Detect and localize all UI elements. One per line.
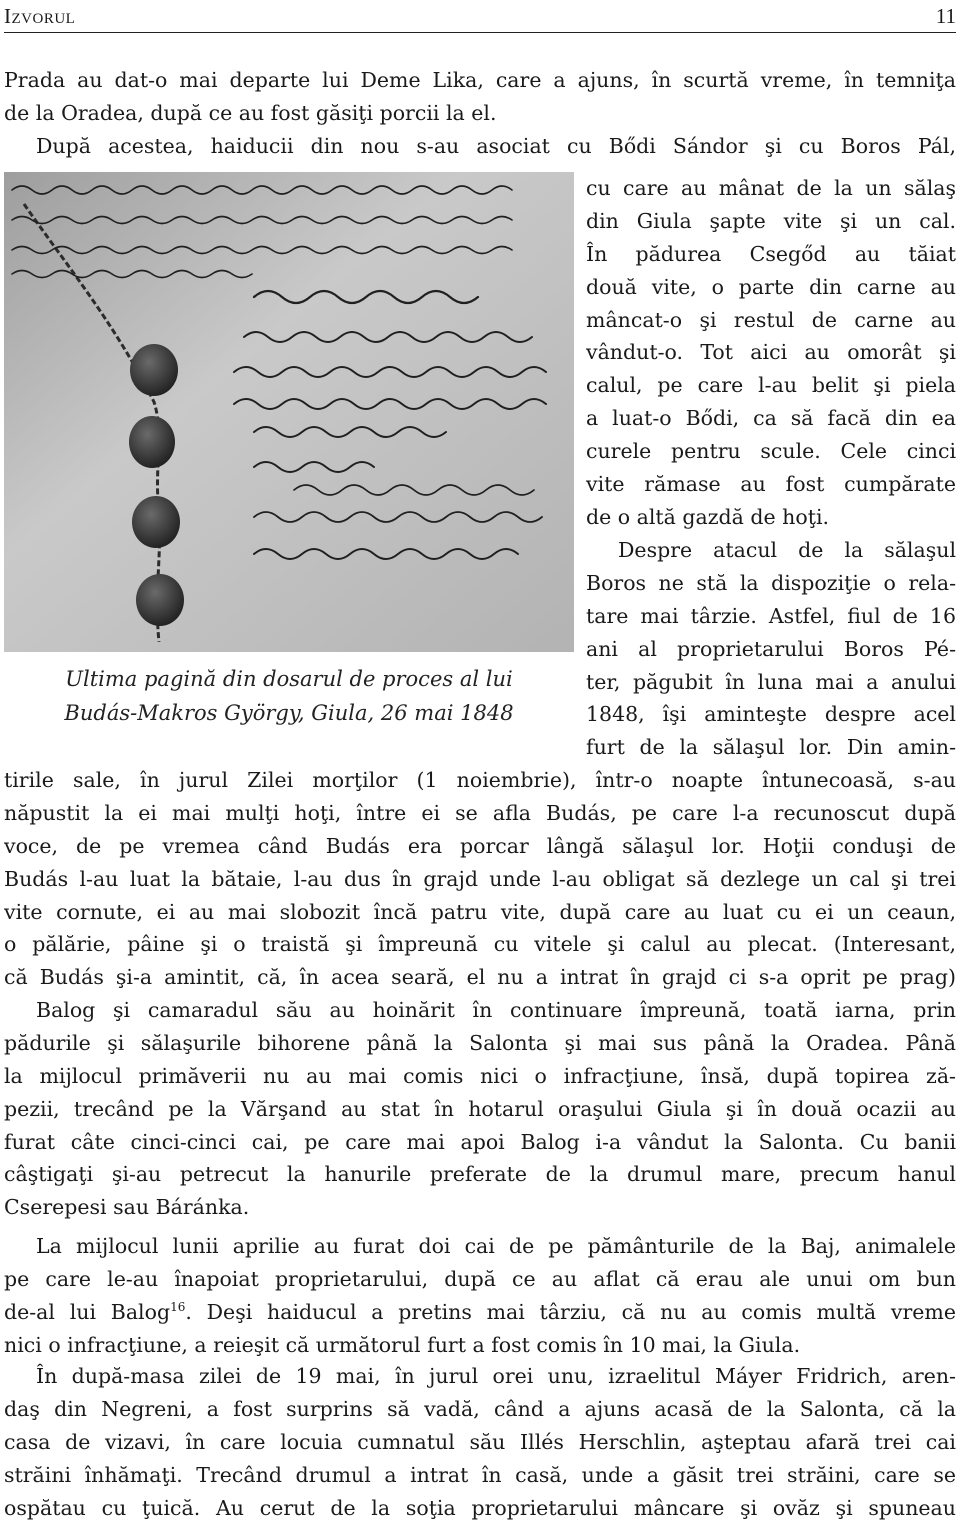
text-line: năpustit la ei mai mulţi hoţi, între ei se afla Budás, pe care l-a recunoscut după: [4, 800, 956, 825]
text-line: mâncat-o şi restul de carne au: [586, 307, 956, 332]
wax-seal: [132, 496, 180, 548]
text-line: În după-masa zilei de 19 mai, în jurul orei unu, izraelitul Máyer Fridrich, aren-: [36, 1364, 956, 1388]
text-line: Boros ne stă la dispoziţie o rela-: [586, 570, 956, 595]
text-line: ani al proprietarului Boros Pé-: [586, 636, 956, 661]
text-line: ospătau cu ţuică. Au cerut de la soţia proprietarului mâncare şi ovăz şi spuneau: [4, 1495, 956, 1520]
text-line: de o altă gazdă de hoţi.: [586, 504, 830, 529]
text-line: la mijlocul primăverii nu au mai comis nici o infracţiune, însă, după topirea ză-: [4, 1063, 956, 1088]
manuscript-image: [4, 172, 574, 652]
figure-caption: [4, 662, 574, 730]
text-line: curele pentru scule. Cele cinci: [586, 439, 956, 464]
journal-title: Izvorul: [4, 4, 76, 28]
text-line: La mijlocul lunii aprilie au furat doi cai de pe pământurile de la Baj, animalele: [36, 1234, 956, 1258]
text-line: a luat-o Bődi, ca să facă din ea: [586, 406, 956, 431]
text-fragment: . Deşi haiducul a pretins mai târziu, că nu au comis multă vreme: [185, 1299, 956, 1324]
text-line-with-footnote: [4, 1296, 956, 1329]
text-line: pădurile şi sălaşurile bihorene până la Salonta şi mai sus până la Oradea. Până: [4, 1030, 956, 1055]
text-line: Prada au dat-o mai departe lui Deme Lika, care a ajuns, în scurtă vreme, în temniţa: [4, 68, 956, 92]
text-line: Budás l-au luat la bătaie, l-au dus în grajd unde l-au obligat să dezlege un cal şi trei: [4, 866, 956, 891]
wax-seal: [136, 574, 184, 626]
page-number: 11: [935, 4, 956, 28]
manuscript-photo: [4, 172, 574, 652]
text-line: furt de la sălaşul lor. Din amin-: [586, 735, 956, 760]
text-line: din Giula şapte vite şi un cal.: [586, 208, 956, 233]
caption-line: Ultima pagină din dosarul de proces al lui: [65, 667, 513, 691]
text-line: calul, pe care l-au belit şi piela: [586, 373, 956, 398]
text-line: pe care le-au înapoiat proprietarului, după ce au aflat că erau ale unui om bun: [4, 1266, 956, 1291]
footnote-ref[interactable]: 16: [170, 1299, 186, 1314]
text-line: străini înhămaţi. Trecând drumul a intrat în casă, unde a găsit trei străini, care se: [4, 1462, 956, 1487]
text-line: că Budás şi-a amintit, că, în acea seară, el nu a intrat în grajd ci s-a oprit pe prag): [4, 965, 956, 990]
paragraph-3-full: [4, 764, 956, 994]
text-line: tare mai târzie. Astfel, fiul de 16: [586, 603, 956, 628]
text-line: nici o infracţiune, a reieşit că următorul furt a fost comis în 10 mai, la Giula.: [4, 1332, 801, 1357]
wax-seal: [130, 344, 178, 396]
text-line: voce, de pe vremea când Budás era porcar lângă sălaşul lor. Hoţii conduşi de: [4, 833, 956, 858]
text-line: Cserepesi sau Báránka.: [4, 1195, 250, 1220]
paragraph-1: [4, 64, 956, 130]
text-line: Despre atacul de la sălaşul: [618, 538, 956, 562]
paragraph-6: [4, 1360, 956, 1524]
text-line: câştigaţi şi-au petrecut la hanurile preferate de la drumul mare, precum hanul: [4, 1162, 956, 1187]
text-line: daş din Negreni, a fost surprins să vadă, când a ajuns acasă de la Salonta, că la: [4, 1396, 956, 1421]
caption-line: Budás-Makros György, Giula, 26 mai 1848: [64, 701, 514, 725]
paragraph-3-wrap: [586, 534, 956, 764]
text-line: casa de vizavi, în care locuia cumnatul său Illés Herschlin, aşteptau afară trei cai: [4, 1429, 956, 1454]
paragraph-4: [4, 994, 956, 1224]
running-header: [4, 4, 956, 33]
text-line: pezii, trecând pe la Vărşand au stat în hotarul oraşului Giula şi în două ocazii au: [4, 1096, 956, 1121]
text-line: o pălărie, pâine şi o traistă şi împreună cu vitele şi calul au plecat. (Interesant,: [4, 932, 956, 957]
paragraph-2-line-1: [36, 130, 956, 163]
text-line: După acestea, haiducii din nou s-au asociat cu Bődi Sándor şi cu Boros Pál,: [36, 134, 956, 158]
text-line: două vite, o parte din carne au: [586, 274, 956, 299]
text-line: tirile sale, în jurul Zilei morţilor (1 noiembrie), într-o noapte întunecoasă, s-au: [4, 768, 956, 792]
text-line: Balog şi camaradul său au hoinărit în continuare împreună, toată iarna, prin: [36, 998, 956, 1022]
text-line: vândut-o. Tot aici au omorât şi: [586, 340, 956, 365]
paragraph-5: [4, 1230, 956, 1362]
wax-seal: [129, 416, 175, 468]
text-line: de la Oradea, după ce au fost găsiţi porcii la el.: [4, 100, 497, 125]
text-line: ter, păgubit în luna mai a anului: [586, 669, 956, 694]
paragraph-2-wrap: [586, 172, 956, 534]
text-line: 1848, îşi aminteşte despre acel: [586, 702, 956, 727]
text-line: furat câte cinci-cinci cai, pe care mai apoi Balog i-a vândut la Salonta. Cu banii: [4, 1129, 956, 1154]
text-line: În pădurea Csegőd au tăiat: [586, 241, 956, 266]
text-line: vite rămase au fost cumpărate: [586, 472, 956, 497]
text-line: vite cornute, ei au mai slobozit încă patru vite, după care au luat cu ei un ceaun,: [4, 899, 956, 924]
text-line: cu care au mânat de la un sălaş: [586, 176, 956, 200]
text-fragment: de-al lui Balog: [4, 1299, 171, 1324]
